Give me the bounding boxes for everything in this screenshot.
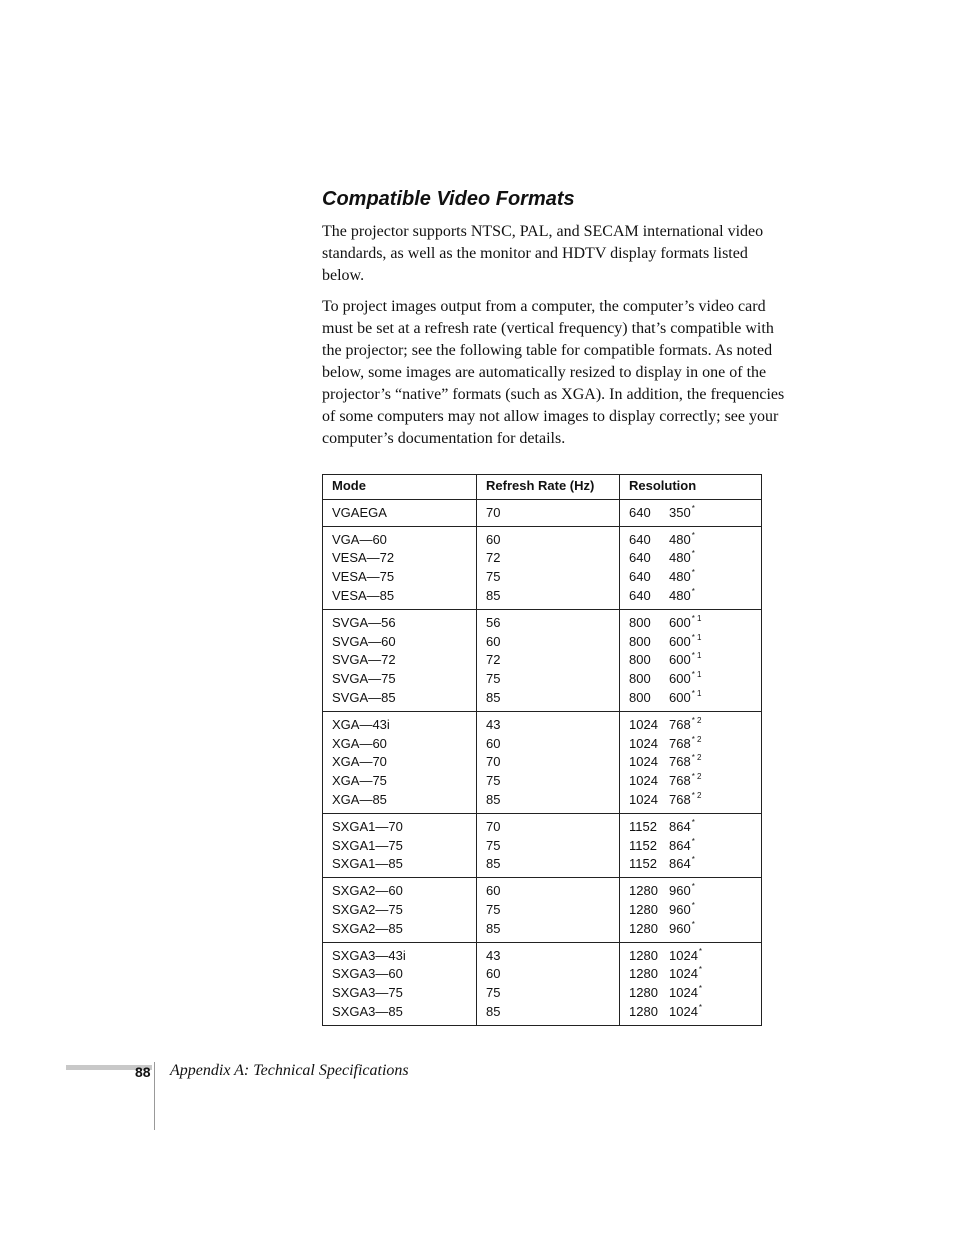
table-row <box>323 499 762 526</box>
resolution-height: 1024 <box>669 1003 698 1019</box>
refresh-rate-value: 60 <box>486 883 501 899</box>
refresh-rate-value: 85 <box>486 1003 501 1019</box>
refresh-rate-cell <box>477 942 620 1025</box>
table-row <box>323 609 762 711</box>
refresh-rate-cell <box>477 813 620 877</box>
footnote-marker: * <box>698 984 703 994</box>
resolution-height: 960 <box>669 883 691 899</box>
resolution-width: 1024 <box>629 735 658 751</box>
table-header-row <box>323 475 762 500</box>
refresh-rate-value: 75 <box>486 837 501 853</box>
footnote-marker: * <box>691 817 695 827</box>
resolution-height: 480 <box>669 587 691 603</box>
resolution-width: 1024 <box>629 791 658 807</box>
resolution-value <box>629 587 753 606</box>
mode-value: SXGA3—60 <box>332 966 403 982</box>
refresh-rate-cell <box>477 499 620 526</box>
footnote-marker: * <box>691 900 695 910</box>
table-body <box>323 499 762 1025</box>
resolution-height: 864 <box>669 837 691 853</box>
refresh-rate-cell <box>477 878 620 942</box>
mode-value: XGA—43i <box>332 716 390 732</box>
refresh-rate-value: 43 <box>486 716 501 732</box>
resolution-value <box>629 791 753 810</box>
resolution-width: 1152 <box>629 837 657 853</box>
resolution-value <box>629 837 753 856</box>
footnote-marker: * <box>691 530 695 540</box>
resolution-height: 1024 <box>669 985 698 1001</box>
resolution-value <box>629 947 753 966</box>
refresh-rate-value: 85 <box>486 856 501 872</box>
resolution-height: 768 <box>669 773 691 789</box>
mode-value: SVGA—56 <box>332 614 396 630</box>
mode-value: VESA—75 <box>332 569 395 585</box>
resolution-value <box>629 716 753 735</box>
footnote-marker: * 1 <box>691 670 702 680</box>
refresh-rate-value: 56 <box>486 614 501 630</box>
refresh-rate-value: 85 <box>486 920 501 936</box>
resolution-width: 1280 <box>629 901 658 917</box>
mode-value: SVGA—75 <box>332 671 396 687</box>
footnote-marker: * <box>691 568 695 578</box>
resolution-value <box>629 772 753 791</box>
resolution-width: 640 <box>629 504 651 520</box>
resolution-value <box>629 689 753 708</box>
resolution-width: 640 <box>629 550 651 566</box>
resolution-value <box>629 549 753 568</box>
table-row <box>323 878 762 942</box>
resolution-cell <box>620 499 762 526</box>
mode-cell <box>323 711 477 813</box>
footnote-marker: * 1 <box>691 632 702 642</box>
refresh-rate-value: 85 <box>486 791 501 807</box>
mode-cell <box>323 942 477 1025</box>
mode-value: SXGA2—60 <box>332 883 403 899</box>
table-row <box>323 813 762 877</box>
mode-cell <box>323 813 477 877</box>
computer-paragraph: To project images output from a computer, the computer’s video card must be set at a refresh rate (vertical frequency) that’s compatible with the projector; see the following table for compatible formats. As noted below, some images are automatically resized to display in one of the projector’s “native” formats (such as XGA). In addition, the frequencies of some computers may not allow images to display correctly; see your computer’s documentation for details. <box>322 298 785 447</box>
footer-title: Appendix A: Technical Specifications <box>170 1062 409 1079</box>
resolution-value <box>629 855 753 874</box>
resolution-height: 350 <box>669 504 691 520</box>
resolution-height: 768 <box>669 735 691 751</box>
mode-value: VESA—85 <box>332 587 395 603</box>
resolution-value <box>629 753 753 772</box>
header-mode: Mode <box>323 475 477 500</box>
resolution-cell <box>620 813 762 877</box>
mode-value: XGA—70 <box>332 754 387 770</box>
resolution-width: 1280 <box>629 966 658 982</box>
mode-value: SVGA—85 <box>332 689 396 705</box>
refresh-rate-value: 85 <box>486 689 501 705</box>
resolution-width: 800 <box>629 671 651 687</box>
resolution-width: 1280 <box>629 947 658 963</box>
refresh-rate-cell <box>477 526 620 609</box>
footnote-marker: * 1 <box>691 613 702 623</box>
resolution-height: 600 <box>669 633 691 649</box>
resolution-width: 1280 <box>629 920 658 936</box>
refresh-rate-cell <box>477 609 620 711</box>
refresh-rate-value: 75 <box>486 985 501 1001</box>
resolution-width: 1280 <box>629 985 658 1001</box>
resolution-value <box>629 1003 753 1022</box>
resolution-cell <box>620 609 762 711</box>
resolution-cell <box>620 711 762 813</box>
resolution-value <box>629 651 753 670</box>
footnote-marker: * 2 <box>691 715 702 725</box>
intro-paragraph: The projector supports NTSC, PAL, and SECAM international video standards, as well as the monitor and HDTV display formats listed below. <box>322 223 764 284</box>
footnote-marker: * 1 <box>691 651 702 661</box>
mode-value: SXGA1—70 <box>332 818 403 834</box>
mode-value: SXGA3—85 <box>332 1003 403 1019</box>
resolution-value <box>629 633 753 652</box>
mode-value: XGA—60 <box>332 735 387 751</box>
resolution-width: 800 <box>629 689 651 705</box>
resolution-value <box>629 531 753 550</box>
header-refresh-rate: Refresh Rate (Hz) <box>477 475 620 500</box>
footer-divider <box>154 1062 155 1130</box>
mode-value: VGA—60 <box>332 531 387 547</box>
refresh-rate-value: 72 <box>486 550 501 566</box>
resolution-width: 800 <box>629 614 651 630</box>
refresh-rate-value: 60 <box>486 633 501 649</box>
table-row <box>323 526 762 609</box>
mode-value: VESA—72 <box>332 550 395 566</box>
mode-cell <box>323 499 477 526</box>
mode-value: SXGA3—43i <box>332 947 406 963</box>
resolution-width: 640 <box>629 531 651 547</box>
footnote-marker: * <box>691 836 695 846</box>
resolution-width: 800 <box>629 633 651 649</box>
resolution-height: 480 <box>669 569 691 585</box>
resolution-height: 864 <box>669 818 691 834</box>
resolution-height: 768 <box>669 791 691 807</box>
footnote-marker: * <box>691 503 695 513</box>
footnote-marker: * 2 <box>691 772 702 782</box>
resolution-cell <box>620 942 762 1025</box>
resolution-value <box>629 818 753 837</box>
mode-value: VGAEGA <box>332 504 387 520</box>
resolution-height: 768 <box>669 754 691 770</box>
footnote-marker: * <box>698 946 703 956</box>
resolution-cell <box>620 878 762 942</box>
resolution-height: 600 <box>669 671 691 687</box>
resolution-height: 480 <box>669 531 691 547</box>
resolution-width: 1024 <box>629 716 658 732</box>
footnote-marker: * <box>691 882 695 892</box>
resolution-height: 864 <box>669 856 691 872</box>
refresh-rate-value: 75 <box>486 901 501 917</box>
mode-value: SVGA—72 <box>332 652 396 668</box>
section-heading: Compatible Video Formats <box>322 188 575 210</box>
footnote-marker: * 2 <box>691 790 702 800</box>
resolution-value <box>629 568 753 587</box>
video-formats-table <box>322 474 762 1026</box>
resolution-height: 1024 <box>669 966 698 982</box>
refresh-rate-value: 75 <box>486 569 501 585</box>
resolution-value <box>629 882 753 901</box>
footnote-marker: * <box>691 919 695 929</box>
footnote-marker: * <box>698 1002 703 1012</box>
resolution-height: 960 <box>669 901 691 917</box>
resolution-value <box>629 901 753 920</box>
refresh-rate-value: 70 <box>486 754 501 770</box>
mode-value: XGA—75 <box>332 773 387 789</box>
resolution-value <box>629 614 753 633</box>
resolution-cell <box>620 526 762 609</box>
resolution-height: 960 <box>669 920 691 936</box>
resolution-value <box>629 965 753 984</box>
refresh-rate-value: 75 <box>486 773 501 789</box>
header-resolution: Resolution <box>620 475 762 500</box>
footnote-marker: * <box>698 965 703 975</box>
refresh-rate-value: 60 <box>486 735 501 751</box>
page-number: 88 <box>135 1064 151 1080</box>
resolution-width: 1280 <box>629 1003 658 1019</box>
resolution-height: 600 <box>669 689 691 705</box>
mode-value: SXGA3—75 <box>332 985 403 1001</box>
refresh-rate-value: 70 <box>486 504 501 520</box>
refresh-rate-value: 72 <box>486 652 501 668</box>
refresh-rate-value: 60 <box>486 966 501 982</box>
resolution-height: 600 <box>669 652 691 668</box>
mode-value: SVGA—60 <box>332 633 396 649</box>
mode-cell <box>323 609 477 711</box>
mode-value: SXGA2—85 <box>332 920 403 936</box>
resolution-width: 640 <box>629 569 651 585</box>
refresh-rate-value: 70 <box>486 818 501 834</box>
resolution-width: 1024 <box>629 773 658 789</box>
refresh-rate-cell <box>477 711 620 813</box>
refresh-rate-value: 85 <box>486 587 501 603</box>
resolution-width: 800 <box>629 652 651 668</box>
resolution-height: 600 <box>669 614 691 630</box>
resolution-value <box>629 670 753 689</box>
resolution-value <box>629 984 753 1003</box>
footnote-marker: * <box>691 586 695 596</box>
resolution-width: 640 <box>629 587 651 603</box>
resolution-value <box>629 735 753 754</box>
refresh-rate-value: 43 <box>486 947 501 963</box>
table-row <box>323 711 762 813</box>
footnote-marker: * <box>691 549 695 559</box>
resolution-height: 480 <box>669 550 691 566</box>
mode-cell <box>323 878 477 942</box>
resolution-width: 1280 <box>629 883 658 899</box>
resolution-value <box>629 504 753 523</box>
refresh-rate-value: 75 <box>486 671 501 687</box>
table-row <box>323 942 762 1025</box>
footnote-marker: * 1 <box>691 688 702 698</box>
mode-cell <box>323 526 477 609</box>
resolution-height: 1024 <box>669 947 698 963</box>
footnote-marker: * <box>691 855 695 865</box>
resolution-width: 1024 <box>629 754 658 770</box>
resolution-width: 1152 <box>629 856 657 872</box>
mode-value: SXGA2—75 <box>332 901 403 917</box>
footnote-marker: * 2 <box>691 753 702 763</box>
mode-value: XGA—85 <box>332 791 387 807</box>
footnote-marker: * 2 <box>691 734 702 744</box>
mode-value: SXGA1—75 <box>332 837 403 853</box>
mode-value: SXGA1—85 <box>332 856 403 872</box>
resolution-width: 1152 <box>629 818 657 834</box>
resolution-value <box>629 920 753 939</box>
resolution-height: 768 <box>669 716 691 732</box>
refresh-rate-value: 60 <box>486 531 501 547</box>
